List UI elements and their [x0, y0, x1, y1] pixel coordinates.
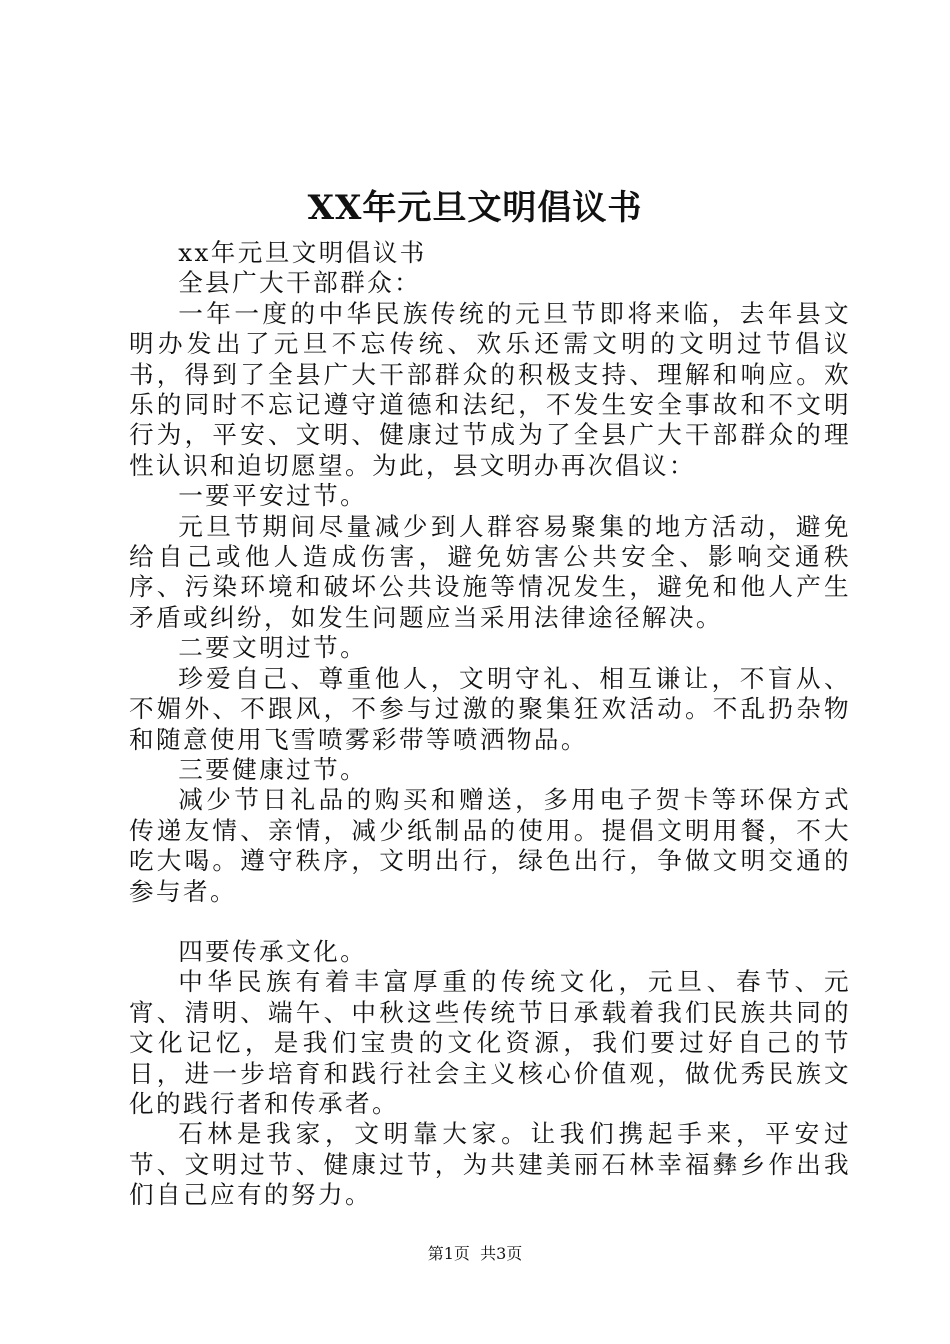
- page-footer: [0, 1242, 950, 1266]
- paragraph-closing: 石林是我家，文明靠大家。让我们携起手来，平安过节、文明过节、健康过节，为共建美丽石林幸福彝乡作出我们自己应有的努力。: [129, 1119, 851, 1210]
- paragraph-civil: 珍爱自己、尊重他人，文明守礼、相互谦让，不盲从、不媚外、不跟风，不参与过激的聚集狂欢活动。不乱扔杂物和随意使用飞雪喷雾彩带等喷洒物品。: [129, 663, 851, 754]
- paragraph-heading-safe: 一要平安过节。: [178, 481, 368, 511]
- paragraph-heading-civil: 二要文明过节。: [178, 633, 368, 663]
- document-body: [129, 238, 851, 1211]
- page-total: 共3页: [480, 1244, 523, 1263]
- document-title: XX年元旦文明倡议书: [307, 188, 643, 228]
- paragraph-heading-healthy: 三要健康过节。: [178, 754, 368, 784]
- paragraph-salutation: 全县广大干部群众：: [178, 268, 422, 298]
- paragraph-subtitle: xx年元旦文明倡议书: [178, 238, 427, 267]
- paragraph-intro: 一年一度的中华民族传统的元旦节即将来临，去年县文明办发出了元旦不忘传统、欢乐还需文明的文明过节倡议书，得到了全县广大干部群众的积极支持、理解和响应。欢乐的同时不忘记遵守道德和法纪，不发生安全事故和不文明行为，平安、文明、健康过节成为了全县广大干部群众的理性认识和迫切愿望。为此，县文明办再次倡议：: [129, 298, 851, 480]
- page-number: 第1页: [427, 1244, 470, 1263]
- paragraph-culture: 中华民族有着丰富厚重的传统文化，元旦、春节、元宵、清明、端午、中秋这些传统节日承载着我们民族共同的文化记忆，是我们宝贵的文化资源，我们要过好自己的节日，进一步培育和践行社会主义核心价值观，做优秀民族文化的践行者和传承者。: [129, 967, 851, 1118]
- paragraph-heading-culture: 四要传承文化。: [178, 936, 368, 966]
- paragraph-healthy: 减少节日礼品的购买和赠送，多用电子贺卡等环保方式传递友情、亲情，减少纸制品的使用。提倡文明用餐，不大吃大喝。遵守秩序，文明出行，绿色出行，争做文明交通的参与者。: [129, 785, 851, 906]
- paragraph-safe: 元旦节期间尽量减少到人群容易聚集的地方活动，避免给自己或他人造成伤害，避免妨害公共安全、影响交通秩序、污染环境和破坏公共设施等情况发生，避免和他人产生矛盾或纠纷，如发生问题应当采用法律途径解决。: [129, 511, 851, 632]
